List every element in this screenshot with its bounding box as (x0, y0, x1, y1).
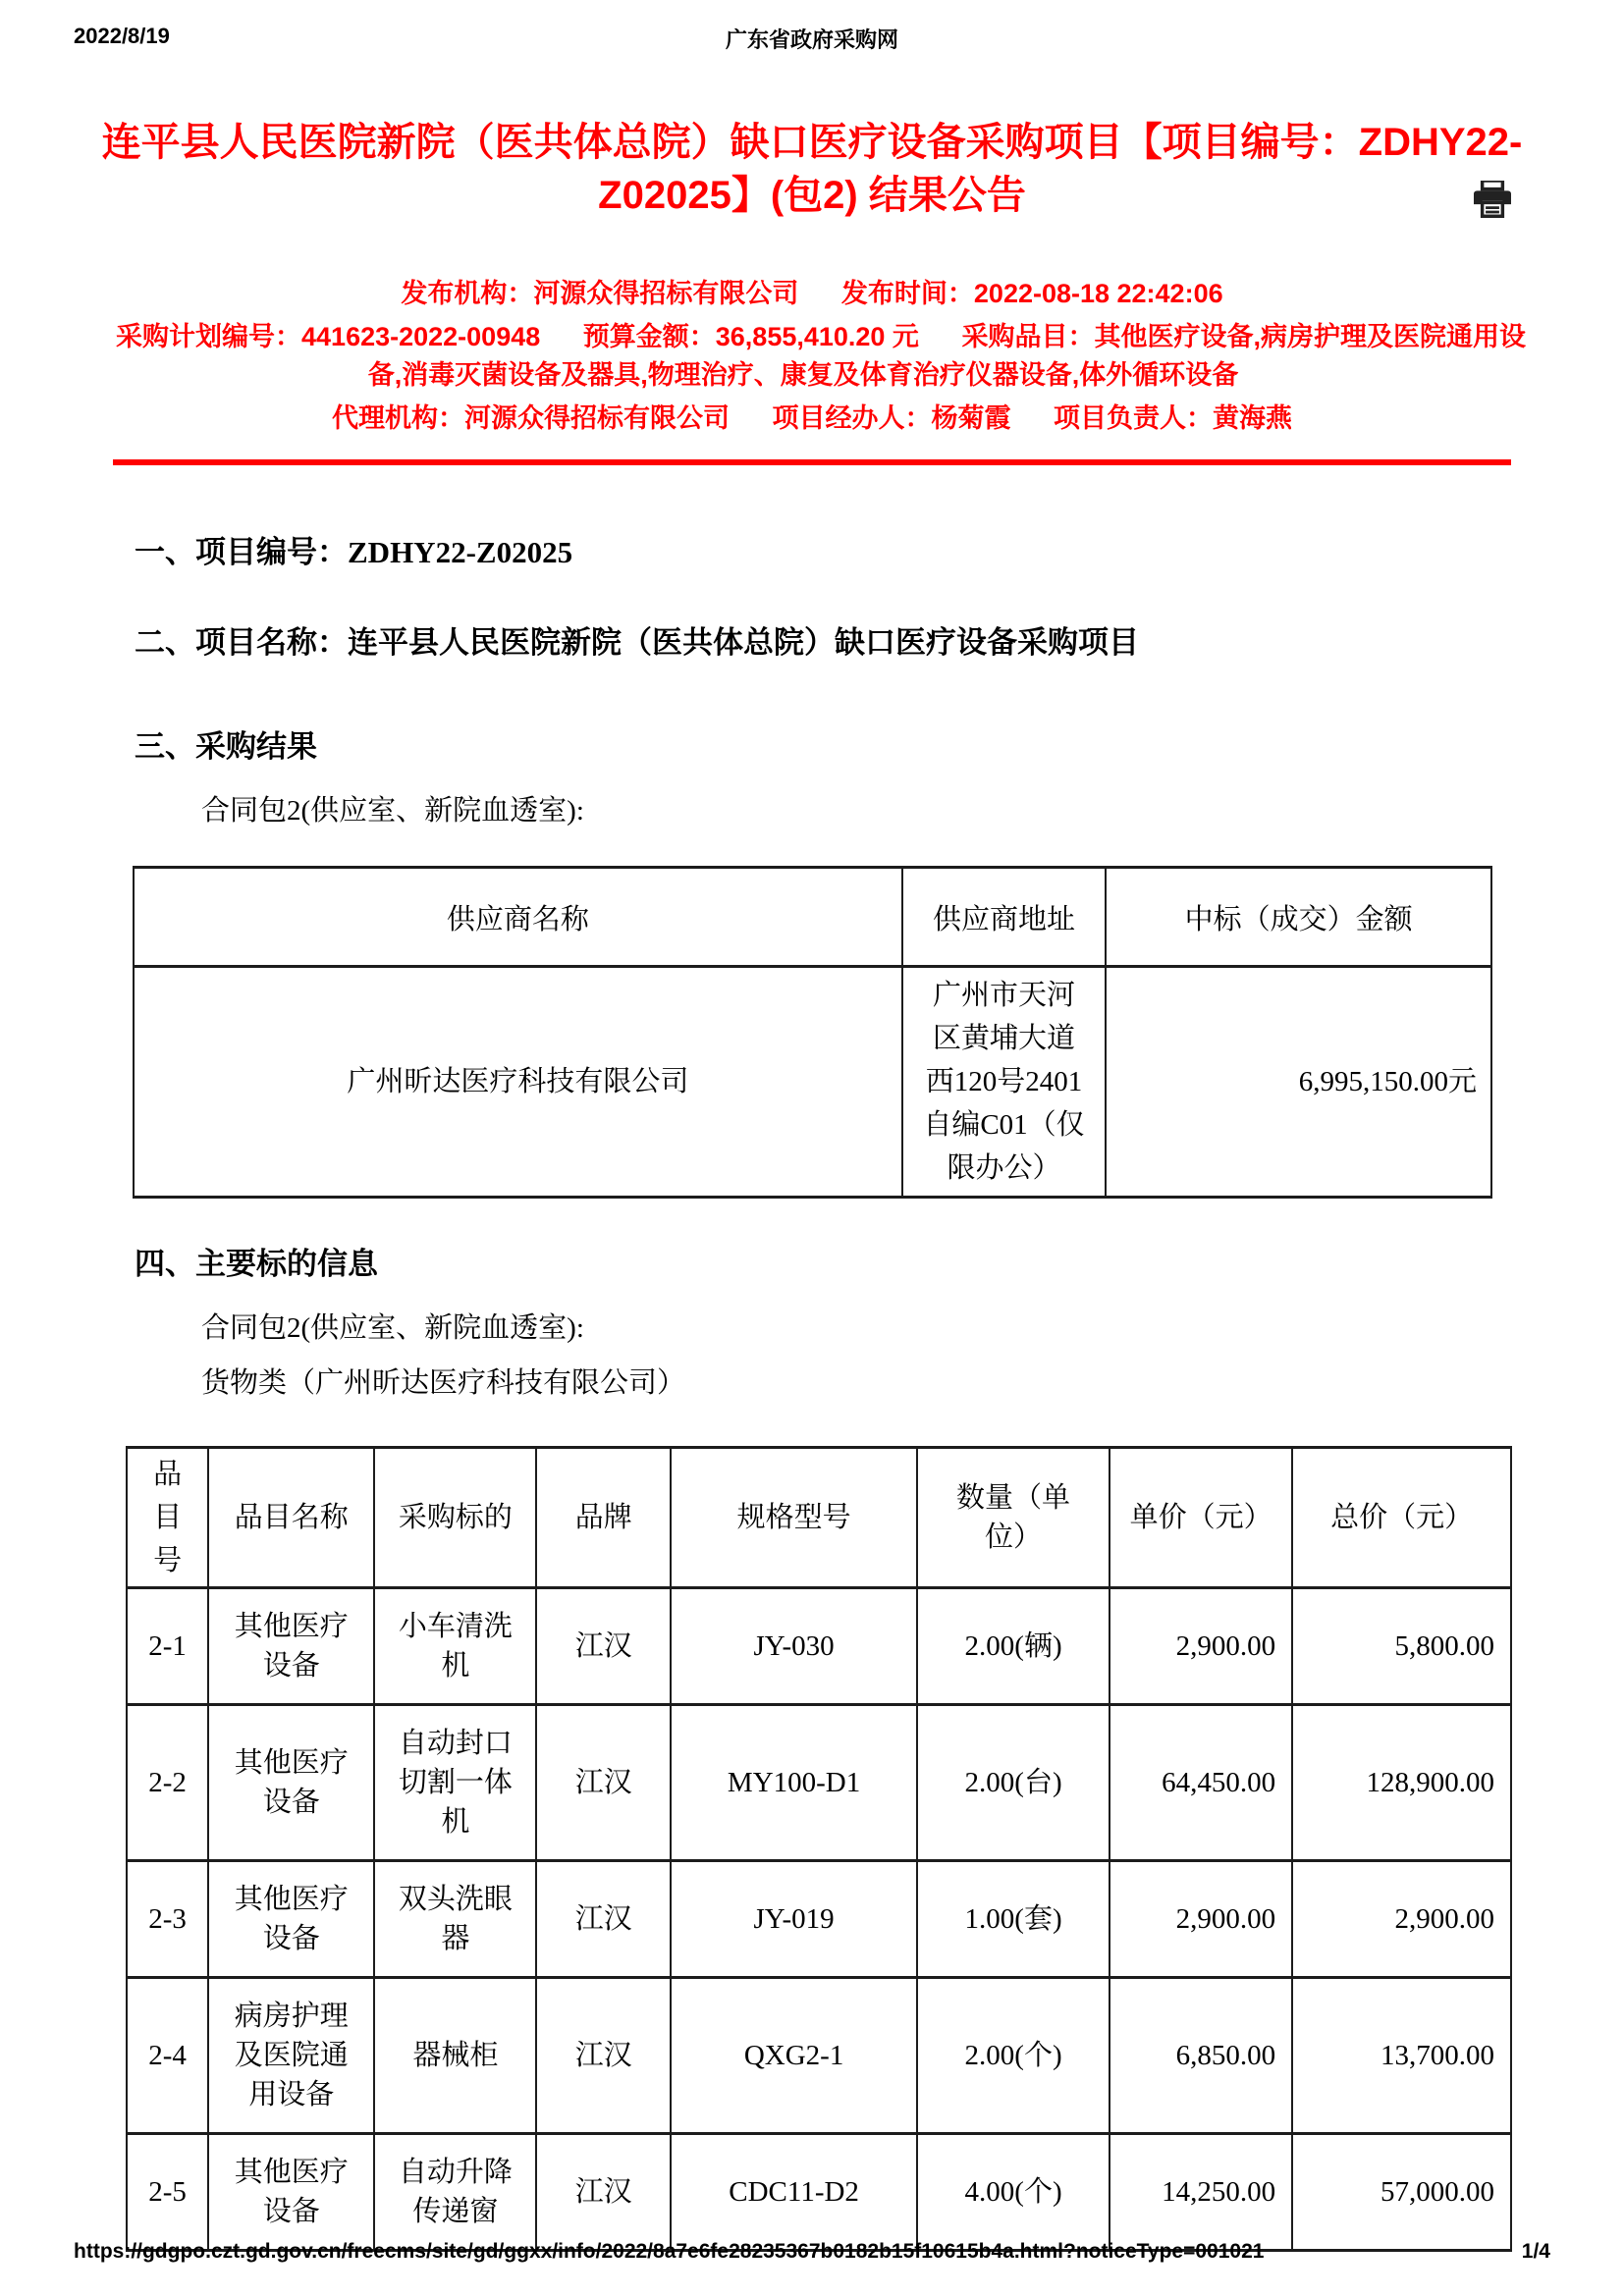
items-detail-table (126, 1446, 1512, 2252)
item-brand: 江汉 (536, 1861, 671, 1978)
item-unit-price: 2,900.00 (1110, 1588, 1292, 1705)
col-item-category: 品目名称 (208, 1448, 374, 1588)
col-procurement-subject: 采购标的 (374, 1448, 536, 1588)
item-qty: 2.00(个) (917, 1978, 1110, 2134)
item-row-2-2 (127, 1705, 1511, 1861)
item-id: 2-5 (127, 2134, 208, 2251)
item-unit-price: 64,450.00 (1110, 1705, 1292, 1861)
page-title: 连平县人民医院新院（医共体总院）缺口医疗设备采购项目【项目编号：ZDHY22-Z02025】(包2) 结果公告 (101, 121, 1523, 217)
item-id: 2-3 (127, 1861, 208, 1978)
item-qty: 1.00(套) (917, 1861, 1110, 1978)
title-block (98, 116, 1526, 222)
items-header-row (127, 1448, 1511, 1588)
item-qty: 2.00(台) (917, 1705, 1110, 1861)
printer-icon (1472, 206, 1513, 221)
item-row-2-4 (127, 1978, 1511, 2134)
item-unit-price: 14,250.00 (1110, 2134, 1292, 2251)
contract-package-label-2: 合同包2(供应室、新院血透室): (201, 1312, 584, 1344)
item-subject: 器械柜 (374, 1978, 536, 2134)
supplier-name-cell: 广州昕达医疗科技有限公司 (134, 967, 902, 1198)
col-award-amount: 中标（成交）金额 (1106, 868, 1491, 967)
item-brand: 江汉 (536, 2134, 671, 2251)
item-model: MY100-D1 (671, 1705, 917, 1861)
item-total-price: 128,900.00 (1292, 1705, 1511, 1861)
section-project-number: 一、项目编号：ZDHY22-Z02025 (135, 535, 573, 569)
item-model: JY-030 (671, 1588, 917, 1705)
item-category: 其他医疗设备 (208, 2134, 374, 2251)
section-procurement-result: 三、采购结果 (135, 729, 317, 764)
supplier-result-table (133, 866, 1492, 1199)
item-model: QXG2-1 (671, 1978, 917, 2134)
col-item-id: 品目号 (127, 1448, 208, 1588)
table-row (134, 967, 1491, 1198)
item-qty: 4.00(个) (917, 2134, 1110, 2251)
goods-category-label: 货物类（广州昕达医疗科技有限公司） (201, 1367, 686, 1399)
item-brand: 江汉 (536, 1588, 671, 1705)
item-unit-price: 2,900.00 (1110, 1861, 1292, 1978)
item-qty: 2.00(辆) (917, 1588, 1110, 1705)
meta-categories: 采购品目：其他医疗设备,病房护理及医院通用设备,消毒灭菌设备及器具,物理治疗、康复及体育治疗仪器设备,体外循环设备 (367, 322, 1526, 390)
item-subject: 小车清洗机 (374, 1588, 536, 1705)
meta-line-1 (93, 275, 1531, 313)
section-main-subject-info: 四、主要标的信息 (135, 1247, 378, 1281)
col-unit-price: 单价（元） (1110, 1448, 1292, 1588)
print-header (74, 24, 1550, 52)
table-header-row (134, 868, 1491, 967)
item-row-2-1 (127, 1588, 1511, 1705)
item-model: JY-019 (671, 1861, 917, 1978)
page-indicator: 1/4 (1521, 2240, 1550, 2263)
col-model: 规格型号 (671, 1448, 917, 1588)
item-brand: 江汉 (536, 1705, 671, 1861)
item-model: CDC11-D2 (671, 2134, 917, 2251)
award-amount-cell: 6,995,150.00元 (1106, 967, 1491, 1198)
site-name: 广东省政府采购网 (725, 27, 898, 52)
print-footer (74, 2240, 1550, 2264)
meta-line-2 (93, 318, 1531, 395)
print-date: 2022/8/19 (74, 24, 170, 48)
item-total-price: 13,700.00 (1292, 1978, 1511, 2134)
item-unit-price: 6,850.00 (1110, 1978, 1292, 2134)
item-id: 2-2 (127, 1705, 208, 1861)
item-category: 病房护理及医院通用设备 (208, 1978, 374, 2134)
col-supplier-name: 供应商名称 (134, 868, 902, 967)
item-category: 其他医疗设备 (208, 1588, 374, 1705)
meta-line-3 (93, 400, 1531, 438)
contract-package-label-1: 合同包2(供应室、新院血透室): (201, 795, 584, 827)
item-row-2-3 (127, 1861, 1511, 1978)
announcement-meta (93, 275, 1531, 438)
col-supplier-address: 供应商地址 (902, 868, 1106, 967)
item-subject: 双头洗眼器 (374, 1861, 536, 1978)
col-quantity: 数量（单位） (917, 1448, 1110, 1588)
item-category: 其他医疗设备 (208, 1705, 374, 1861)
item-brand: 江汉 (536, 1978, 671, 2134)
meta-plan-number: 采购计划编号：441623-2022-00948 (116, 322, 541, 351)
red-divider (113, 459, 1511, 465)
section-project-name: 二、项目名称：连平县人民医院新院（医共体总院）缺口医疗设备采购项目 (135, 625, 1139, 660)
meta-publish-time: 发布时间：2022-08-18 22:42:06 (840, 279, 1223, 308)
print-button[interactable] (1471, 181, 1514, 220)
item-id: 2-1 (127, 1588, 208, 1705)
item-total-price: 2,900.00 (1292, 1861, 1511, 1978)
meta-publisher: 发布机构：河源众得招标有限公司 (401, 279, 799, 308)
item-id: 2-4 (127, 1978, 208, 2134)
item-row-2-5 (127, 2134, 1511, 2251)
meta-manager: 项目负责人：黄海燕 (1054, 403, 1293, 433)
source-url: https://gdgpo.czt.gd.gov.cn/freecms/site/gd/ggxx/info/2022/8a7e6fe28235367b0182b15f10615b4a.html?noticeType=001021 (74, 2240, 1265, 2263)
meta-budget: 预算金额：36,855,410.20 元 (582, 322, 919, 351)
supplier-address-cell: 广州市天河区黄埔大道西120号2401自编C01（仅限办公） (902, 967, 1106, 1198)
col-total-price: 总价（元） (1292, 1448, 1511, 1588)
meta-agency: 代理机构：河源众得招标有限公司 (331, 403, 730, 433)
item-category: 其他医疗设备 (208, 1861, 374, 1978)
item-subject: 自动升降传递窗 (374, 2134, 536, 2251)
meta-handler: 项目经办人：杨菊霞 (772, 403, 1011, 433)
item-total-price: 5,800.00 (1292, 1588, 1511, 1705)
col-brand: 品牌 (536, 1448, 671, 1588)
item-total-price: 57,000.00 (1292, 2134, 1511, 2251)
item-subject: 自动封口切割一体机 (374, 1705, 536, 1861)
